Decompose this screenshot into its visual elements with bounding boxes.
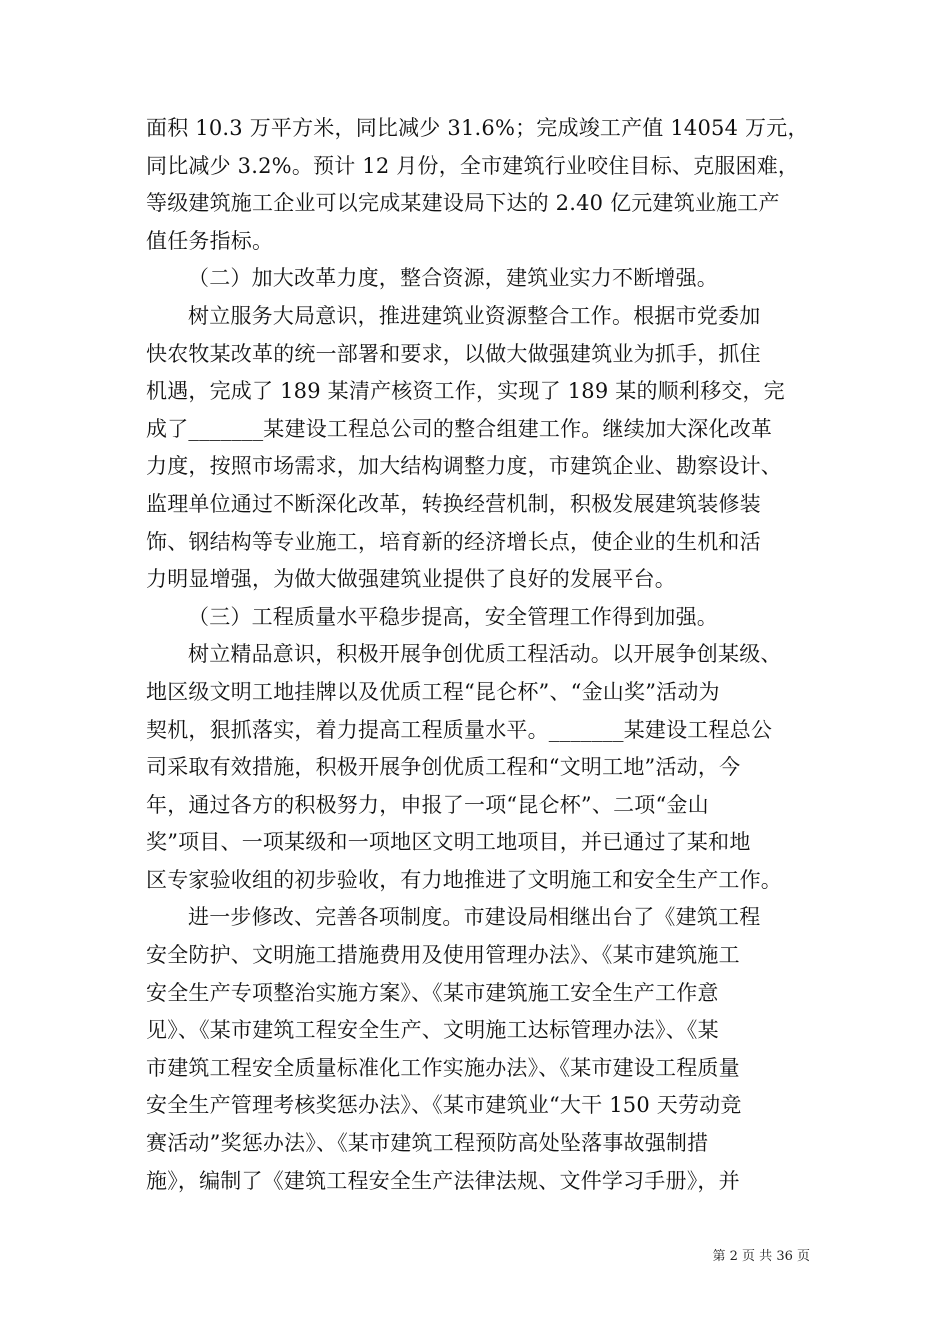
text-line: 施》，编制了《建筑工程安全生产法律法规、文件学习手册》，并 [146, 1168, 740, 1193]
text-line: 司采取有效措施，积极开展争创优质工程和“文明工地”活动，今 [146, 755, 741, 780]
text-line: 契机，狠抓落实，着力提高工程质量水平。_______某建设工程总公 [146, 717, 773, 742]
text-line: 饰、钢结构等专业施工，培育新的经济增长点，使企业的生机和活 [146, 529, 761, 554]
text-line: 安全生产管理考核奖惩办法》、《某市建筑业“大干 150 天劳动竞 [146, 1093, 742, 1118]
text-line: 成了_______某建设工程总公司的整合组建工作。继续加大深化改革 [146, 416, 773, 441]
text-line: 树立精品意识，积极开展争创优质工程活动。以开展争创某级、 [188, 642, 782, 667]
text-line: （三）工程质量水平稳步提高，安全管理工作得到加强。 [188, 604, 718, 629]
text-line: 树立服务大局意识，推进建筑业资源整合工作。根据市党委加 [188, 303, 761, 328]
text-line: 值任务指标。 [146, 228, 274, 253]
text-line: 市建筑工程安全质量标准化工作实施办法》、《某市建设工程质量 [146, 1055, 740, 1080]
text-line: 快农牧某改革的统一部署和要求，以做大做强建筑业为抓手，抓住 [146, 341, 761, 366]
text-line: 地区级文明工地挂牌以及优质工程“昆仑杯”、“金山奖”活动为 [146, 679, 720, 704]
page-number: 第 2 页 共 36 页 [712, 1249, 810, 1264]
text-line: 同比减少 3.2%。预计 12 月份，全市建筑行业咬住目标、克服困难， [146, 153, 800, 178]
text-line: 见》、《某市建筑工程安全生产、文明施工达标管理办法》、《某 [146, 1018, 719, 1043]
text-line: 安全生产专项整治实施方案》、《某市建筑施工安全生产工作意 [146, 980, 719, 1005]
text-line: 监理单位通过不断深化改革，转换经营机制，积极发展建筑装修装 [146, 491, 761, 516]
text-line: 奖”项目、一项某级和一项地区文明工地项目，并已通过了某和地 [146, 830, 751, 855]
text-line: 面积 10.3 万平方米，同比减少 31.6%；完成竣工产值 14054 万元， [146, 116, 809, 140]
text-line: （二）加大改革力度，整合资源，建筑业实力不断增强。 [188, 266, 718, 291]
text-line: 年，通过各方的积极努力，申报了一项“昆仑杯”、二项“金山 [146, 792, 709, 817]
text-line: 区专家验收组的初步验收，有力地推进了文明施工和安全生产工作。 [146, 867, 782, 892]
text-line: 赛活动”奖惩办法》、《某市建筑工程预防高处坠落事故强制措 [146, 1131, 709, 1156]
document-body [146, 110, 810, 1200]
text-line: 力度，按照市场需求，加大结构调整力度，市建筑企业、勘察设计、 [146, 454, 782, 479]
text-line: 力明显增强，为做大做强建筑业提供了良好的发展平台。 [146, 567, 676, 592]
text-line: 机遇，完成了 189 某清产核资工作，实现了 189 某的顺利移交，完 [146, 379, 785, 404]
text-line: 安全防护、文明施工措施费用及使用管理办法》、《某市建筑施工 [146, 943, 740, 968]
text-line: 进一步修改、完善各项制度。市建设局相继出台了《建筑工程 [188, 905, 761, 930]
text-line: 等级建筑施工企业可以完成某建设局下达的 2.40 亿元建筑业施工产 [146, 191, 780, 216]
